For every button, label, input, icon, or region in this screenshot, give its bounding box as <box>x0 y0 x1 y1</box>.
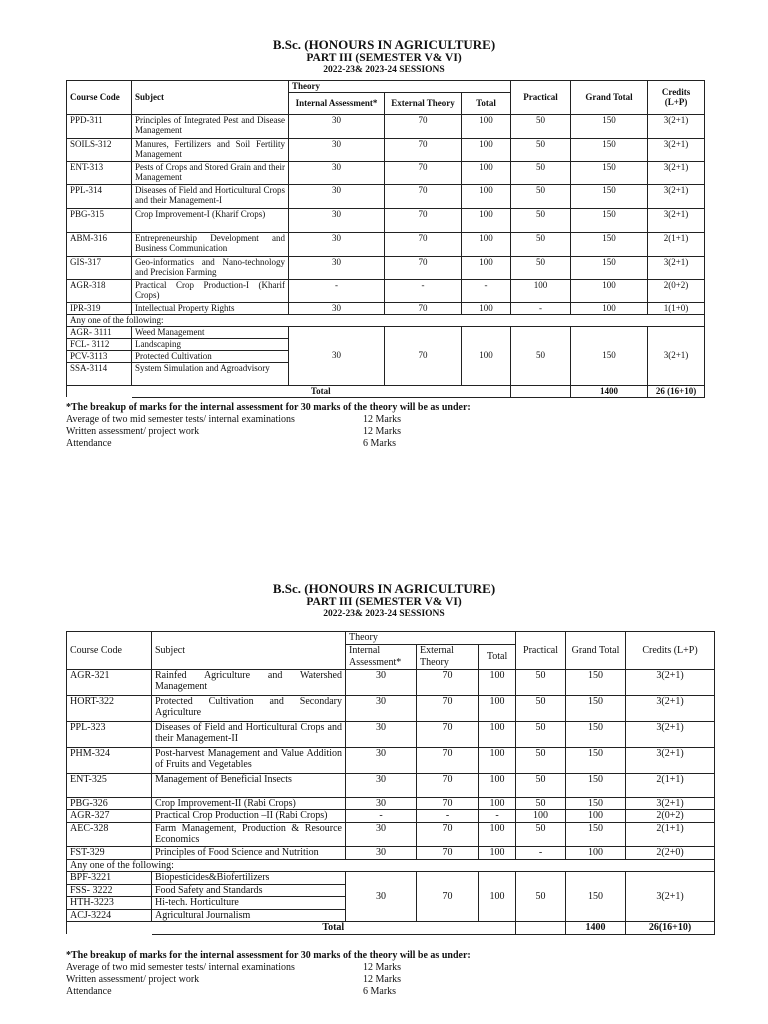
elective-code: FCL- 3112 <box>67 338 132 350</box>
elective-label: Any one of the following: <box>67 314 705 326</box>
credits-value: 3(2+1) <box>626 695 715 721</box>
elective-code: HTH-3223 <box>67 897 152 910</box>
subject: Crop Improvement-I (Kharif Crops) <box>132 208 289 232</box>
table-row <box>67 695 715 721</box>
total-grand: 1400 <box>566 922 626 935</box>
credits-value: 3(2+1) <box>648 161 705 184</box>
practical-value: 50 <box>511 161 571 184</box>
header-credits: Credits (L+P) <box>648 81 705 115</box>
total-value: - <box>479 810 516 823</box>
header-credits: Credits (L+P) <box>626 632 715 670</box>
total-label: Total <box>132 385 511 397</box>
course-code: PHM-324 <box>67 747 152 773</box>
external-value: 70 <box>417 822 479 846</box>
elective-practical: 50 <box>516 872 566 922</box>
total-value: 100 <box>479 797 516 810</box>
note-row: Written assessment/ project work 12 Marks <box>66 974 402 985</box>
practical-value: 50 <box>516 747 566 773</box>
course-code: PBG-326 <box>67 797 152 810</box>
internal-value: 30 <box>289 138 385 161</box>
header-grand-total: Grand Total <box>566 632 626 670</box>
grand-value: 150 <box>571 208 648 232</box>
subject: Diseases of Field and Horticultural Crops and their Management-II <box>152 721 346 747</box>
elective-external: 70 <box>385 326 462 385</box>
total-value: 100 <box>462 161 511 184</box>
total-credits: 26 (16+10) <box>648 385 705 397</box>
header-course-code: Course Code <box>67 632 152 670</box>
header-practical: Practical <box>511 81 571 115</box>
header-total: Total <box>462 92 511 114</box>
grand-value: 150 <box>566 669 626 695</box>
practical-value: 50 <box>516 695 566 721</box>
subject: Diseases of Field and Horticultural Crops and their Management-I <box>132 184 289 208</box>
total-value: 100 <box>462 302 511 314</box>
note-title: *The breakup of marks for the internal assessment for 30 marks of the theory will be as under: <box>66 950 471 961</box>
practical-value: 100 <box>516 810 566 823</box>
practical-value: 50 <box>511 232 571 256</box>
total-value: 100 <box>479 669 516 695</box>
course-table-2 <box>66 631 715 935</box>
table-row <box>67 846 715 859</box>
course-code: AEC-328 <box>67 822 152 846</box>
elective-external: 70 <box>417 872 479 922</box>
practical-value: 50 <box>516 797 566 810</box>
elective-code: AGR- 3111 <box>67 326 132 338</box>
subject: Protected Cultivation and Secondary Agriculture <box>152 695 346 721</box>
external-value: 70 <box>385 114 462 138</box>
subject: Principles of Integrated Pest and Disease Management <box>132 114 289 138</box>
total-value: 100 <box>479 773 516 797</box>
external-value: 70 <box>417 669 479 695</box>
total-value: 100 <box>479 695 516 721</box>
grand-value: 150 <box>566 822 626 846</box>
practical-value: 50 <box>511 138 571 161</box>
page-title: B.Sc. (HONOURS IN AGRICULTURE) <box>272 37 496 52</box>
note-row: Attendance 6 Marks <box>66 438 397 449</box>
table-row <box>67 747 715 773</box>
table-row <box>67 256 705 279</box>
elective-total: 100 <box>479 872 516 922</box>
elective-practical: 50 <box>511 326 571 385</box>
part-title: PART III (SEMESTER V& VI) <box>306 596 462 608</box>
external-value: 70 <box>385 302 462 314</box>
external-value: 70 <box>417 846 479 859</box>
grand-value: 150 <box>566 721 626 747</box>
table-row <box>67 138 705 161</box>
header-theory: Theory <box>346 632 516 645</box>
practical-value: 50 <box>511 114 571 138</box>
elective-row <box>67 326 705 338</box>
course-code: GIS-317 <box>67 256 132 279</box>
elective-grand: 150 <box>566 872 626 922</box>
grand-value: 100 <box>566 810 626 823</box>
elective-subject: System Simulation and Agroadvisory <box>132 362 289 385</box>
header-total: Total <box>479 644 516 669</box>
elective-code: PCV-3113 <box>67 350 132 362</box>
credits-value: 1(1+0) <box>648 302 705 314</box>
course-code: AGR-327 <box>67 810 152 823</box>
header-internal: Internal Assessment* <box>346 644 417 669</box>
total-value: 100 <box>462 232 511 256</box>
table-row <box>67 208 705 232</box>
elective-row <box>67 872 715 885</box>
credits-value: 2(2+0) <box>626 846 715 859</box>
subject: Rainfed Agriculture and Watershed Management <box>152 669 346 695</box>
external-value: 70 <box>385 138 462 161</box>
total-credits: 26(16+10) <box>626 922 715 935</box>
sessions-title: 2022-23& 2023-24 SESSIONS <box>323 65 445 75</box>
elective-label-row <box>67 859 715 872</box>
practical-value: 50 <box>516 721 566 747</box>
elective-subject: Food Safety and Standards <box>152 884 346 897</box>
elective-subject: Agricultural Journalism <box>152 909 346 922</box>
practical-value: - <box>516 846 566 859</box>
credits-value: 2(0+2) <box>648 279 705 302</box>
note-row: Attendance 6 Marks <box>66 986 397 997</box>
total-row <box>67 385 705 397</box>
subject: Intellectual Property Rights <box>132 302 289 314</box>
header-course-code: Course Code <box>67 81 132 115</box>
total-value: 100 <box>479 846 516 859</box>
elective-credits: 3(2+1) <box>626 872 715 922</box>
credits-value: 2(1+1) <box>626 822 715 846</box>
header-internal: Internal Assessment* <box>289 92 385 114</box>
grand-value: 150 <box>566 695 626 721</box>
note-row: Average of two mid semester tests/ internal examinations 12 Marks <box>66 962 402 973</box>
table-row <box>67 302 705 314</box>
grand-value: 100 <box>571 302 648 314</box>
header-practical: Practical <box>516 632 566 670</box>
internal-value: 30 <box>346 747 417 773</box>
credits-value: 3(2+1) <box>648 184 705 208</box>
header-subject: Subject <box>132 81 289 115</box>
internal-value: - <box>346 810 417 823</box>
section-2-header <box>0 582 768 620</box>
elective-code: SSA-3114 <box>67 362 132 385</box>
header-grand-total: Grand Total <box>571 81 648 115</box>
internal-value: 30 <box>346 822 417 846</box>
external-value: 70 <box>385 256 462 279</box>
internal-value: 30 <box>289 232 385 256</box>
practical-value: 50 <box>511 184 571 208</box>
elective-credits: 3(2+1) <box>648 326 705 385</box>
credits-value: 3(2+1) <box>626 721 715 747</box>
table-row <box>67 822 715 846</box>
subject: Practical Crop Production-I (Kharif Crops) <box>132 279 289 302</box>
subject: Crop Improvement-II (Rabi Crops) <box>152 797 346 810</box>
total-value: 100 <box>479 747 516 773</box>
internal-assessment-note <box>66 402 706 450</box>
external-value: 70 <box>385 184 462 208</box>
credits-value: 3(2+1) <box>626 797 715 810</box>
section-1-header <box>0 38 768 76</box>
internal-value: - <box>289 279 385 302</box>
course-code: ENT-325 <box>67 773 152 797</box>
table-row <box>67 810 715 823</box>
table-row <box>67 161 705 184</box>
practical-value: 100 <box>511 279 571 302</box>
table-row <box>67 773 715 797</box>
course-code: HORT-322 <box>67 695 152 721</box>
external-value: 70 <box>417 797 479 810</box>
elective-subject: Landscaping <box>132 338 289 350</box>
elective-label: Any one of the following: <box>67 859 715 872</box>
total-value: - <box>462 279 511 302</box>
subject: Principles of Food Science and Nutrition <box>152 846 346 859</box>
elective-grand: 150 <box>571 326 648 385</box>
external-value: 70 <box>385 208 462 232</box>
practical-value: 50 <box>511 256 571 279</box>
grand-value: 150 <box>571 138 648 161</box>
external-value: - <box>385 279 462 302</box>
course-code: PPD-311 <box>67 114 132 138</box>
course-code: AGR-321 <box>67 669 152 695</box>
total-value: 100 <box>479 721 516 747</box>
elective-code: ACJ-3224 <box>67 909 152 922</box>
internal-value: 30 <box>346 797 417 810</box>
external-value: 70 <box>417 773 479 797</box>
elective-subject: Weed Management <box>132 326 289 338</box>
internal-value: 30 <box>346 721 417 747</box>
internal-value: 30 <box>289 161 385 184</box>
credits-value: 2(1+1) <box>648 232 705 256</box>
practical-value: 50 <box>511 208 571 232</box>
total-value: 100 <box>462 256 511 279</box>
subject: Pests of Crops and Stored Grain and their Management <box>132 161 289 184</box>
header-external: External Theory <box>385 92 462 114</box>
sessions-title: 2022-23& 2023-24 SESSIONS <box>323 609 445 619</box>
elective-total: 100 <box>462 326 511 385</box>
total-grand: 1400 <box>571 385 648 397</box>
total-row <box>67 922 715 935</box>
note-row: Average of two mid semester tests/ internal examinations 12 Marks <box>66 414 402 425</box>
elective-subject: Biopesticides&Biofertilizers <box>152 872 346 885</box>
elective-subject: Hi-tech. Horticulture <box>152 897 346 910</box>
note-title: *The breakup of marks for the internal assessment for 30 marks of the theory will be as under: <box>66 402 471 413</box>
table-row <box>67 279 705 302</box>
course-code: AGR-318 <box>67 279 132 302</box>
course-code: SOILS-312 <box>67 138 132 161</box>
subject: Entrepreneurship Development and Business Communication <box>132 232 289 256</box>
internal-value: 30 <box>289 184 385 208</box>
table-row <box>67 721 715 747</box>
practical-value: 50 <box>516 773 566 797</box>
grand-value: 150 <box>566 797 626 810</box>
elective-code: BPF-3221 <box>67 872 152 885</box>
internal-value: 30 <box>346 695 417 721</box>
credits-value: 3(2+1) <box>626 747 715 773</box>
credits-value: 3(2+1) <box>648 114 705 138</box>
grand-value: 150 <box>566 747 626 773</box>
internal-assessment-note <box>66 950 706 998</box>
subject: Post-harvest Management and Value Addition of Fruits and Vegetables <box>152 747 346 773</box>
external-value: 70 <box>385 161 462 184</box>
subject: Farm Management, Production & Resource Economics <box>152 822 346 846</box>
external-value: 70 <box>417 695 479 721</box>
internal-value: 30 <box>289 302 385 314</box>
course-code: PBG-315 <box>67 208 132 232</box>
subject: Management of Beneficial Insects <box>152 773 346 797</box>
table-row <box>67 184 705 208</box>
table-row <box>67 669 715 695</box>
practical-value: 50 <box>516 669 566 695</box>
external-value: 70 <box>417 721 479 747</box>
elective-subject: Protected Cultivation <box>132 350 289 362</box>
internal-value: 30 <box>346 773 417 797</box>
grand-value: 100 <box>566 846 626 859</box>
grand-value: 150 <box>571 232 648 256</box>
elective-internal: 30 <box>346 872 417 922</box>
total-value: 100 <box>462 208 511 232</box>
table-row <box>67 114 705 138</box>
subject: Manures, Fertilizers and Soil Fertility Management <box>132 138 289 161</box>
credits-value: 2(1+1) <box>626 773 715 797</box>
table-row <box>67 797 715 810</box>
external-value: 70 <box>417 747 479 773</box>
part-title: PART III (SEMESTER V& VI) <box>306 52 462 64</box>
credits-value: 3(2+1) <box>648 256 705 279</box>
course-code: FST-329 <box>67 846 152 859</box>
subject: Practical Crop Production –II (Rabi Crops) <box>152 810 346 823</box>
grand-value: 150 <box>571 256 648 279</box>
internal-value: 30 <box>289 208 385 232</box>
grand-value: 150 <box>566 773 626 797</box>
internal-value: 30 <box>289 256 385 279</box>
internal-value: 30 <box>289 114 385 138</box>
practical-value: - <box>511 302 571 314</box>
header-theory: Theory <box>289 81 511 93</box>
table-row <box>67 232 705 256</box>
header-external: External Theory <box>417 644 479 669</box>
header-subject: Subject <box>152 632 346 670</box>
elective-label-row <box>67 314 705 326</box>
course-code: IPR-319 <box>67 302 132 314</box>
external-value: 70 <box>385 232 462 256</box>
course-code: ABM-316 <box>67 232 132 256</box>
note-row: Written assessment/ project work 12 Marks <box>66 426 402 437</box>
subject: Geo-informatics and Nano-technology and Precision Farming <box>132 256 289 279</box>
page-title: B.Sc. (HONOURS IN AGRICULTURE) <box>272 581 496 596</box>
grand-value: 150 <box>571 114 648 138</box>
credits-value: 2(0+2) <box>626 810 715 823</box>
elective-internal: 30 <box>289 326 385 385</box>
total-label: Total <box>152 922 516 935</box>
course-code: ENT-313 <box>67 161 132 184</box>
course-code: PPL-314 <box>67 184 132 208</box>
grand-value: 150 <box>571 161 648 184</box>
total-value: 100 <box>462 184 511 208</box>
total-value: 100 <box>462 114 511 138</box>
total-value: 100 <box>462 138 511 161</box>
course-table-1 <box>66 80 705 398</box>
elective-code: FSS- 3222 <box>67 884 152 897</box>
grand-value: 150 <box>571 184 648 208</box>
practical-value: 50 <box>516 822 566 846</box>
external-value: - <box>417 810 479 823</box>
credits-value: 3(2+1) <box>648 138 705 161</box>
credits-value: 3(2+1) <box>648 208 705 232</box>
total-value: 100 <box>479 822 516 846</box>
internal-value: 30 <box>346 669 417 695</box>
credits-value: 3(2+1) <box>626 669 715 695</box>
internal-value: 30 <box>346 846 417 859</box>
course-code: PPL-323 <box>67 721 152 747</box>
grand-value: 100 <box>571 279 648 302</box>
